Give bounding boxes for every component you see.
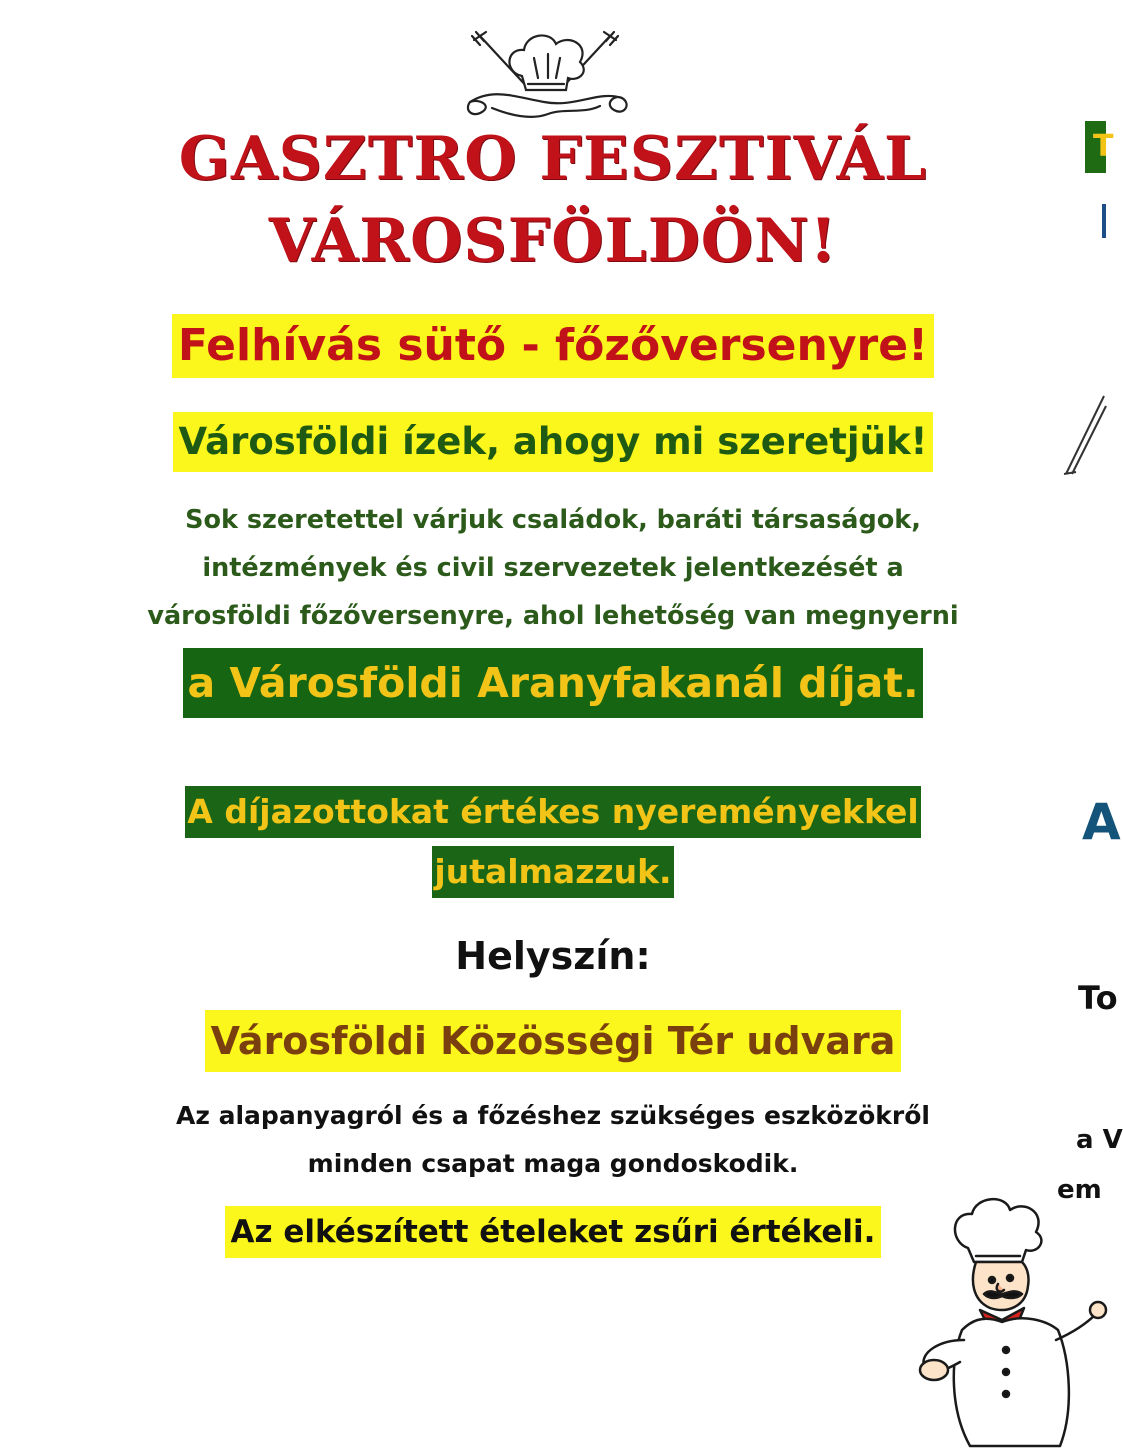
call-heading bbox=[0, 314, 1106, 378]
awardees-text2: jutalmazzuk. bbox=[432, 846, 673, 898]
right-page-text1: To bbox=[1078, 979, 1118, 1017]
note-line1: Az alapanyagról és a főzéshez szükséges eszközökről bbox=[176, 1101, 930, 1130]
place-label: Helyszín: bbox=[455, 934, 651, 978]
right-page-drawing-fragment bbox=[1060, 392, 1106, 482]
tastes-text: Városföldi ízek, ahogy mi szeretjük! bbox=[173, 412, 934, 472]
right-page-big-letter: A bbox=[1082, 793, 1121, 851]
intro-line1: Sok szeretettel várjuk családok, baráti társaságok, bbox=[185, 505, 921, 535]
poster-title-line1: GASZTRO FESZTIVÁL bbox=[178, 124, 928, 194]
jury-text: Az elkészített ételeket zsűri értékeli. bbox=[225, 1206, 882, 1258]
right-page-blue-mark bbox=[1102, 204, 1106, 238]
awardees-text1: A díjazottokat értékes nyereményekkel bbox=[185, 786, 920, 838]
call-text: Felhívás sütő - főzőversenyre! bbox=[172, 314, 934, 378]
awardees-line1 bbox=[0, 786, 1106, 838]
tastes-heading bbox=[0, 412, 1106, 472]
chef-hat-cutlery-logo-icon bbox=[452, 28, 638, 124]
poster-title-line2: VÁROSFÖLDÖN! bbox=[268, 206, 838, 276]
right-page-text2: a V bbox=[1076, 1125, 1123, 1155]
right-page-text3: em bbox=[1057, 1175, 1102, 1205]
note-line2: minden csapat maga gondoskodik. bbox=[307, 1149, 799, 1178]
chef-cartoon-icon bbox=[910, 1190, 1106, 1449]
intro-line3: városföldi főzőversenyre, ahol lehetőség van megnyerni bbox=[147, 601, 959, 631]
place-text: Városföldi Közösségi Tér udvara bbox=[205, 1010, 902, 1072]
awardees-line2 bbox=[0, 846, 1106, 898]
prize-text: a Városföldi Aranyfakanál díjat. bbox=[183, 648, 922, 718]
right-page-badge bbox=[1085, 121, 1114, 173]
right-page-badge-text: T bbox=[1093, 129, 1114, 164]
prize-banner bbox=[0, 648, 1106, 718]
intro-line2: intézmények és civil szervezetek jelentkezését a bbox=[202, 553, 904, 583]
place-heading bbox=[0, 1010, 1106, 1072]
